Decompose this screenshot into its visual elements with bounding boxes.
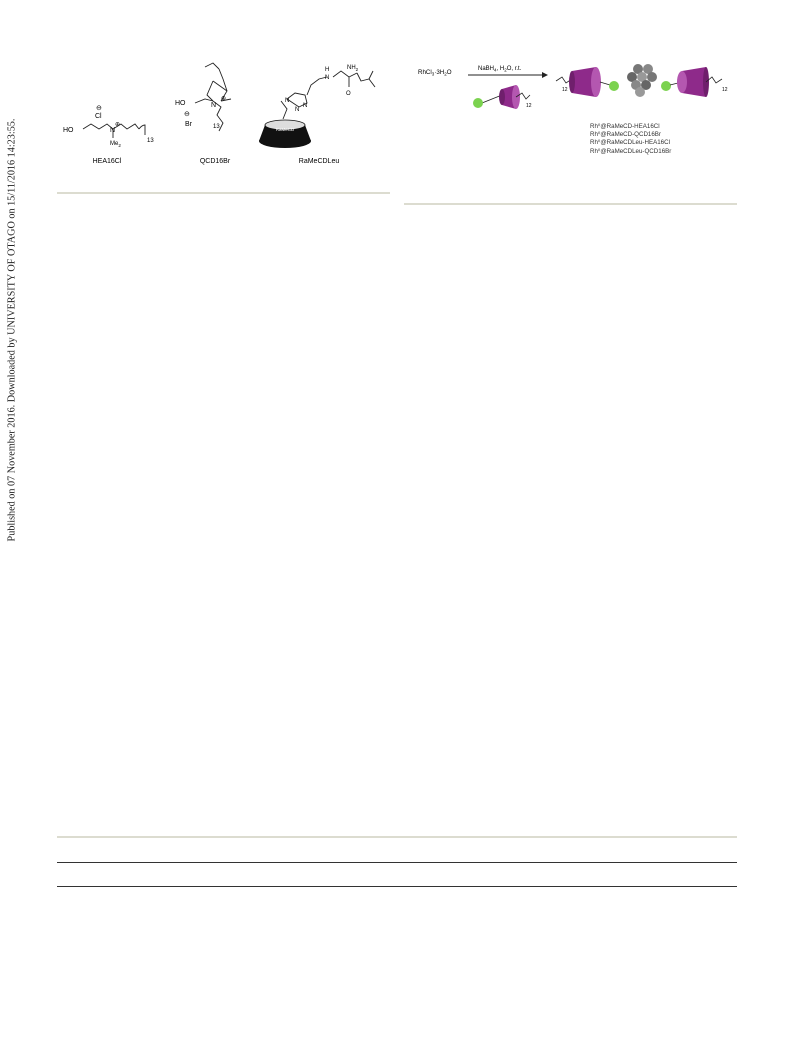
side-note-text: Published on 07 November 2016. Downloaded by UNIVERSITY OF OTAGO on 15/11/2016 14:23:55. — [6, 118, 18, 542]
product-right-cd — [661, 67, 728, 97]
hea-me2-label: $Me_2$ — [110, 141, 121, 148]
product-list — [590, 123, 740, 156]
reaction-arrow — [468, 72, 548, 78]
hea-n-charge: ⊕ — [115, 122, 121, 128]
product-item: Rh⁰@RaMeCDLeu-QCD16Br — [590, 147, 672, 155]
ramecdleu-structure — [259, 71, 375, 148]
surfactant-structures-scheme — [55, 55, 395, 180]
ramecd-amide-h: H — [325, 67, 330, 73]
publication-side-note — [2, 10, 22, 650]
ramecd-amide-n: N — [325, 75, 330, 81]
hea-n-label: N — [110, 127, 116, 134]
ramecd-cd-label: RaMeCD — [275, 127, 295, 132]
qcd-br-label: Br — [185, 121, 192, 128]
ramecd-triazole-n3: N — [303, 103, 308, 109]
precursor-label: $RhCl_3\cdot 3H_2O$ — [418, 69, 452, 77]
hea-n13-label: 13 — [147, 138, 154, 144]
table-top-rule — [57, 836, 737, 838]
ramecd-nh2-label: $NH_2$ — [347, 65, 359, 72]
product-left-cd — [556, 67, 619, 97]
hea-cl-label: Cl — [95, 113, 102, 120]
product-chain-n-right: 12 — [722, 87, 728, 93]
hea-ho-label: HO — [63, 127, 74, 134]
rhodium-nanoparticle — [627, 64, 657, 97]
qcd-n13-label: 13 — [213, 124, 220, 130]
reagent-chain-n: 12 — [526, 103, 532, 109]
ramecd-triazole-n1: N — [285, 98, 290, 104]
product-chain-n-left: 12 — [562, 87, 568, 93]
right-scheme-rule — [404, 203, 737, 205]
caption-hea16cl: HEA16Cl — [92, 158, 122, 165]
left-scheme-rule — [57, 192, 390, 194]
reagents-label: NaBH$_4$, $H_2O$, r.t. — [478, 66, 522, 73]
product-item: Rh⁰@RaMeCDLeu-HEA16Cl — [590, 139, 670, 147]
caption-ramecdleu: RaMeCDLeu — [298, 158, 340, 165]
qcd-br-charge: ⊖ — [184, 111, 190, 118]
ramecd-carbonyl-o: O — [346, 91, 351, 97]
caption-qcd16br: QCD16Br — [199, 158, 231, 165]
product-item: Rh⁰@RaMeCD-HEA16Cl — [590, 123, 660, 130]
nanoparticle-synthesis-scheme — [410, 55, 740, 125]
product-item: Rh⁰@RaMeCD-QCD16Br — [590, 131, 661, 139]
ramecd-triazole-n2: N — [295, 107, 300, 113]
reagent-cd-complex — [473, 85, 532, 109]
hea-cl-charge: ⊖ — [96, 105, 102, 112]
table-bottom-rule — [57, 886, 737, 887]
qcd-ho-label: HO — [175, 100, 186, 107]
qcd-n-label: N — [211, 102, 217, 109]
table-header-rule — [57, 862, 737, 863]
qcd-n-charge: ⊕ — [221, 96, 227, 102]
